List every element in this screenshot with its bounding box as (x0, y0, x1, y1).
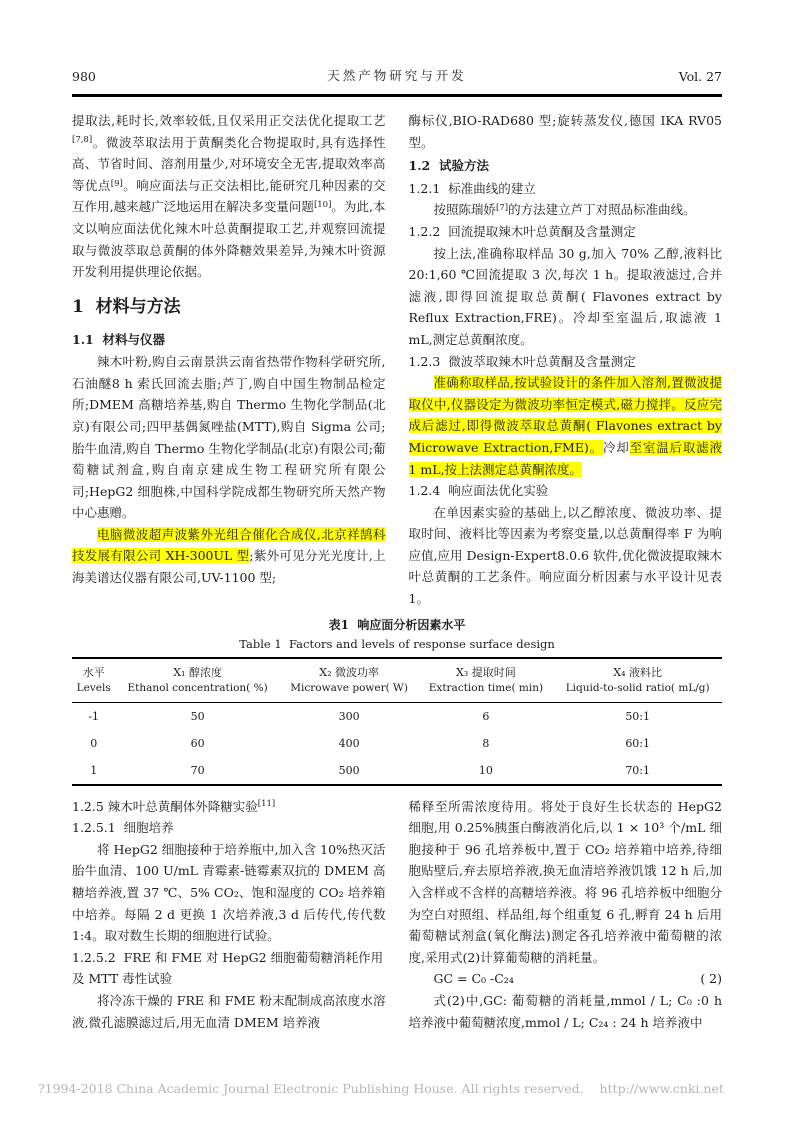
column-header (280, 658, 419, 703)
factors-table (72, 657, 722, 786)
reference-superscript: [10] (313, 200, 332, 211)
text-run: 将 HepG2 细胞接种于培养瓶中,加入含 10%热灭活胎牛血清、100 U/mL 青霉素-链霉素双抗的 DMEM 高糖培养液,置 37 ℃、5% CO₂、饱和湿度的 CO₂ 培养箱中培养。每隔 2 d 更换 1 次培养液,3 d 后传代,传代数 1:4。取对数生长期的细胞进行试验。 (72, 841, 386, 944)
text-run: 提取法,耗时长,效率较低,且仅采用正交法优化提取工艺 (72, 113, 386, 128)
text-run: 1 材料与方法 (72, 296, 181, 317)
equation-body (434, 968, 514, 990)
text-run: 1.2 试验方法 (408, 158, 489, 174)
column-header (115, 658, 279, 703)
text-run: 1.2.4 响应面法优化实验 (408, 483, 549, 499)
reference-superscript: [11] (257, 799, 276, 810)
table-cell: 50:1 (625, 709, 651, 723)
text-run: 稀释至所需浓度待用。将处于良好生长状态的 HepG2 细胞,用 0.25%胰蛋白酶液消化后,以 1 × 10³ 个/mL 细胞接种于 96 孔培养板中,置于 CO₂ 培养箱中培养,待细胞贴壁后,弃去原培养液,换无血清培养液饥饿 12 h 后,加入含样或不含样的高糖培养液。将 96 孔培养板中细胞分为空白对照组、样品组,每个组重复 6 孔,孵育 24 h 后用葡萄糖试剂盒(氧化酶法)测定各孔培养液中葡萄糖的浓度,采用式(2)计算葡萄糖的消耗量。 (408, 798, 722, 965)
table-cell: 0 (90, 736, 98, 750)
table-row (72, 730, 722, 757)
equation-number: ( 2) (700, 971, 722, 987)
text-run: 。为此,本文以响应面法优化辣木叶总黄酮提取工艺,并观察回流提取与微波萃取总黄酮的体外降糖效果差异,为辣木叶资源开发利用提供理论依据。 (72, 199, 386, 280)
text-run: 按照陈瑞娇 (433, 202, 497, 218)
table-cell: 8 (482, 736, 490, 750)
text-run: 辣木叶粉,购自云南景洪云南省热带作物科学研究所,石油醚8 h 索氏回流去脂;芦丁,购自中国生物制品检定所;DMEM 高糖培养基,购自 Thermo 生物化学制品(北京)有限公司;四甲基偶氮唑盐(MTT),购自 Sigma 公司;胎牛血清,购自 Thermo 生物化学制品(北京)有限公司;葡萄糖试剂盒,购自南京建成生物工程研究所有限公司;HepG2 细胞株,中国科学院成都生物研究所天然产物中心惠赠。 (72, 354, 386, 521)
text-run: 酶标仪,BIO-RAD680 型;旋转蒸发仪,德国 IKA RV05 型。 (408, 113, 722, 150)
section-heading (72, 296, 386, 320)
table-cell: 500 (338, 763, 360, 777)
table-head-row (72, 658, 722, 703)
paragraph (72, 839, 386, 947)
copyright-text: ?1994-2018 China Academic Journal Electronic Publishing House. All rights reserved. http://www.cnki.net (37, 1081, 724, 1096)
column-right-bottom (409, 796, 723, 1034)
section-heading (72, 329, 386, 351)
text-run: 1.2.5 辣木叶总黄酮体外降糖实验 (72, 798, 258, 814)
column-header-zh: X₂ 微波功率 (319, 665, 379, 679)
text-run: 在单因素实验的基础上,以乙醇浓度、微波功率、提取时间、液料比等因素为考察变量,以总黄酮得率 F 为响应值,应用 Design-Expert8.0.6 软件,优化微波提取辣木叶总黄酮的工艺条件。响应面分析因素与水平设计见表1。 (408, 504, 722, 607)
paragraph (409, 110, 723, 153)
paragraph (72, 351, 386, 524)
text-run: 电脑微波超声波紫外光组合催化合成仪,北京祥鹄科技发展有限公司 XH-300UL 型 (72, 526, 386, 564)
table-cell: 70 (190, 763, 205, 777)
table-body (72, 702, 722, 785)
column-header-zh: X₄ 液料比 (613, 665, 663, 679)
text-run: 1.2.3 微波萃取辣木叶总黄酮及含量测定 (408, 353, 636, 369)
column-header-zh: X₁ 醇浓度 (173, 665, 222, 679)
text-run: 1.2.5.1 细胞培养 (72, 820, 174, 836)
column-right-top (409, 110, 723, 610)
paragraph (72, 524, 386, 589)
table-cell: 300 (338, 709, 360, 723)
factors-table-section (72, 616, 722, 786)
column-left-top (72, 110, 386, 610)
table-cell: 70:1 (625, 763, 651, 777)
column-header-zh: X₃ 提取时间 (456, 665, 516, 679)
table-cell: -1 (88, 709, 100, 723)
table-row (72, 757, 722, 785)
table-caption-en: Table 1 Factors and levels of response surface design (239, 636, 555, 651)
section-heading (409, 351, 723, 373)
text-run: 准确称取样品,按试验设计的条件加入溶剂,置微波提取仪中,仪器设定为微波功率恒定模式,磁力搅拌。反应完成后滤过,即得微波萃取总黄酮( Flavones extract by Microwave Extraction,FME)。 (408, 375, 722, 455)
paragraph (409, 502, 723, 610)
text-run: GC = C₀ -C₂₄ (433, 971, 514, 987)
paragraph (409, 990, 723, 1033)
text-run: 冷却 (602, 439, 630, 455)
table-caption-zh: 表1 响应面分析因素水平 (328, 617, 466, 632)
section-heading (409, 480, 723, 502)
section-heading (409, 178, 723, 200)
text-run: 。微波萃取法用于黄酮类化合物提取时,具有选择性高、节省时间、溶剂用量少,对环境安全无害,提取效率高等优点 (72, 134, 386, 193)
bottom-columns (72, 796, 722, 1034)
table-cell: 400 (338, 736, 360, 750)
page-header (72, 66, 722, 97)
table-cell: 10 (478, 763, 493, 777)
text-run: 1.1 材料与仪器 (72, 331, 165, 347)
section-heading (72, 947, 386, 990)
column-header-en: Extraction time( min) (428, 681, 544, 694)
column-header (72, 658, 115, 703)
table-cell: 50 (190, 709, 205, 723)
text-run: 1.2.5.2 FRE 和 FME 对 HepG2 细胞葡萄糖消耗作用及 MTT 毒性试验 (72, 949, 384, 987)
section-heading (72, 817, 386, 839)
volume-label: Vol. 27 (678, 69, 722, 84)
text-run: 。响应面法与正交法相比,能研究几种因素的交互作用,越来越广泛地运用在解决多变量问题 (72, 177, 386, 215)
text-run: 的方法建立芦丁对照品标准曲线。 (508, 202, 696, 218)
text-run: 1.2.2 回流提取辣木叶总黄酮及含量测定 (408, 223, 636, 239)
text-run: 将冷冻干燥的 FRE 和 FME 粉末配制成高浓度水溶液,微孔滤膜滤过后,用无血清 DMEM 培养液 (72, 993, 386, 1030)
column-header (553, 658, 722, 703)
equation (409, 968, 723, 990)
column-header-zh: 水平 (82, 665, 105, 679)
paragraph (409, 796, 723, 969)
paragraph (409, 243, 723, 351)
column-header-en: Ethanol concentration( %) (127, 681, 268, 694)
text-run: ;紫外可见分光光度计,上海美谱达仪器有限公司,UV-1100 型; (72, 548, 386, 586)
page-footer (30, 1066, 724, 1096)
table-row (72, 702, 722, 730)
journal-title: 天然产物研究与开发 (327, 68, 467, 83)
column-header-en: Liquid-to-solid ratio( mL/g) (565, 681, 710, 694)
text-run: 式(2)中,GC: 葡萄糖的消耗量,mmol / L; C₀ :0 h 培养液中葡萄糖浓度,mmol / L; C₂₄ : 24 h 培养液中 (408, 993, 722, 1030)
column-header (418, 658, 553, 703)
table-cell: 60 (190, 736, 205, 750)
paragraph (409, 199, 723, 221)
paragraph (72, 110, 386, 283)
column-header-en: Microwave power( W) (290, 681, 408, 694)
reference-superscript: [9] (110, 178, 123, 189)
column-left-bottom (72, 796, 386, 1034)
table-cell: 1 (90, 763, 98, 777)
section-heading (409, 155, 723, 177)
reference-superscript: [7,8] (72, 135, 93, 146)
table-cell: 60:1 (625, 736, 651, 750)
paragraph (409, 372, 723, 480)
text-run: 1.2.1 标准曲线的建立 (408, 180, 536, 196)
reference-superscript: [7] (496, 203, 509, 214)
top-columns (72, 110, 722, 610)
table-cell: 6 (482, 709, 490, 723)
column-header-en: Levels (76, 681, 111, 694)
text-run: 至室温后取滤液 1 mL,按上法测定总黄酮浓度。 (408, 439, 722, 477)
page-number: 980 (72, 69, 96, 84)
section-heading (409, 221, 723, 243)
table-head (72, 658, 722, 703)
section-heading (72, 796, 386, 818)
paragraph (72, 990, 386, 1033)
text-run: 按上法,准确称取样品 30 g,加入 70% 乙醇,液料比 20:1,60 ℃回流提取 3 次,每次 1 h。提取液滤过,合并滤液,即得回流提取总黄酮( Flavones extract by Reflux Extraction,FRE)。冷却至室温后,取滤液 1 mL,测定总黄酮浓度。 (408, 245, 722, 347)
